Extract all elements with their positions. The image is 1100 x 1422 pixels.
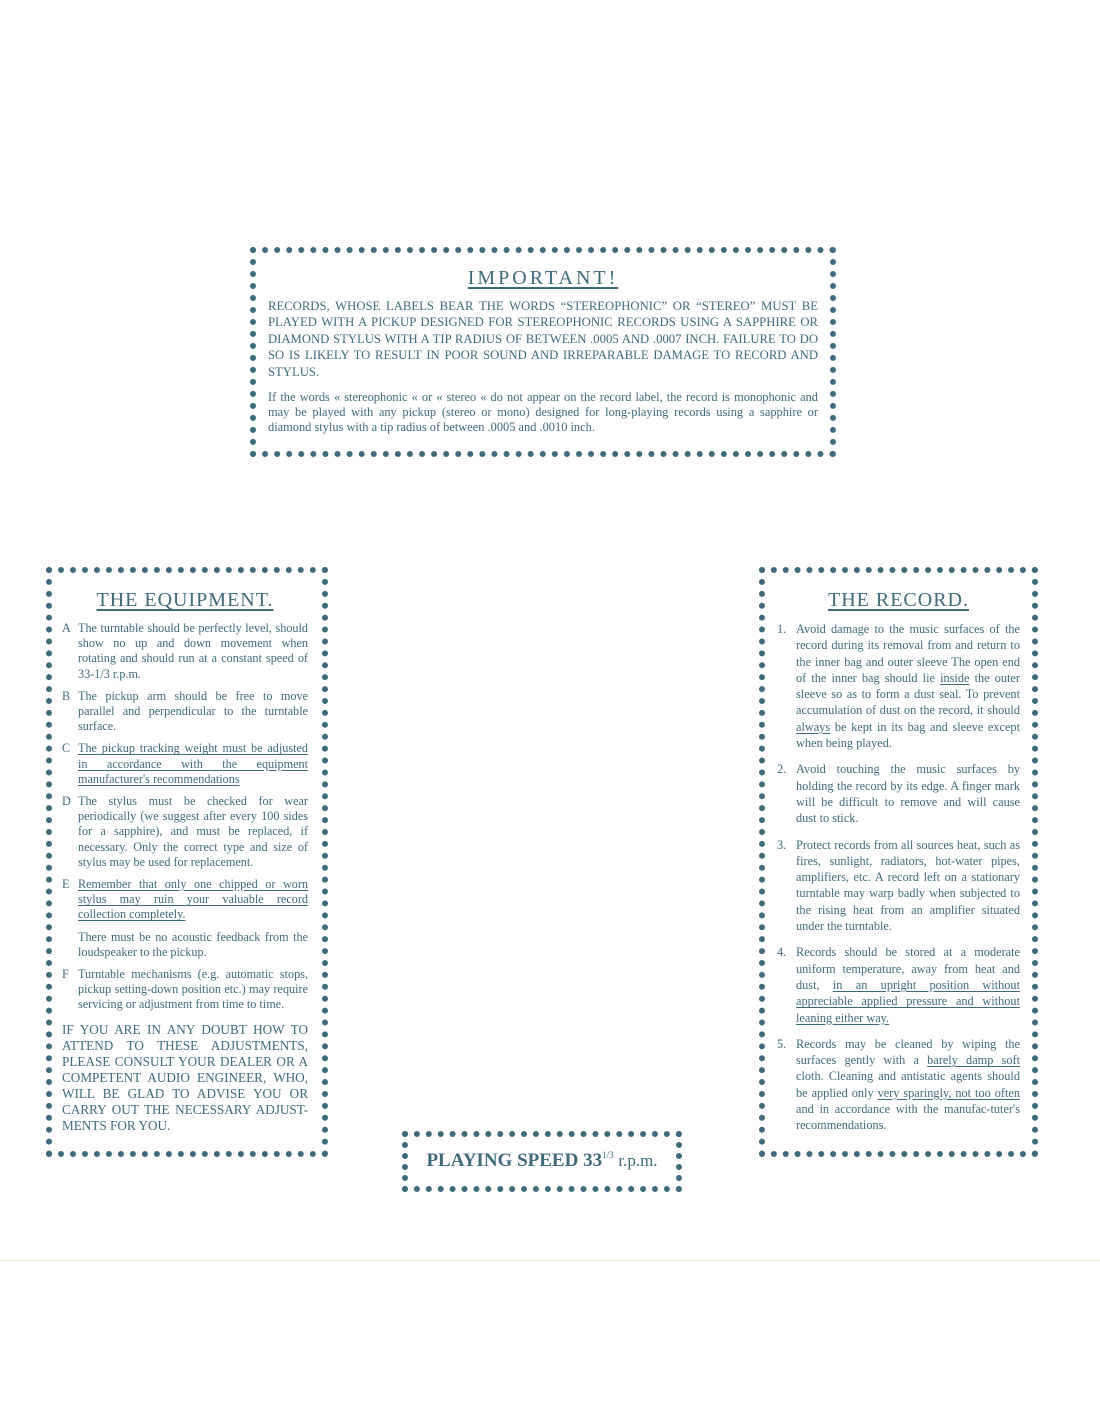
playing-speed-label: PLAYING SPEED 33 <box>426 1150 603 1171</box>
important-mono-note: If the words « stereophonic « or « stereo « do not appear on the record label, the record is monophonic and may be played with any pickup (stereo or mono) designed for long-playing records using a sapphire or diamond stylus with a tip radius of between .0005 and .0010 inch. <box>268 390 818 435</box>
important-stereo-warning: RECORDS, WHOSE LABELS BEAR THE WORDS “STEREOPHONIC” OR “STEREO” MUST BE PLAYED WITH A PICKUP DESIGNED FOR STEREOPHONIC RECORDS USING A SAPPHIRE OR DIAMOND STYLUS WITH A TIP RADIUS OF BETWEEN .0005 AND .0007 INCH. FAILURE TO DO SO IS LIKELY TO RESULT IN POOR SOUND AND IRREPARABLE DAMAGE TO RECORD AND STYLUS. <box>268 299 818 379</box>
record-item-4 <box>777 944 1020 1025</box>
item-text: The turntable should be perfectly level, should show no up and down movement when rotating and should run at a constant speed of 33-1/3 r.p.m. <box>78 621 308 681</box>
item-text: Protect records from all sources heat, such as fires, sunlight, radiators, hot-water pipes, amplifiers, etc. A record left on a stationary turntable may warp badly when subjected to the rising heat from an amplifier situated under the turntable. <box>796 837 1020 934</box>
item-text: The pickup tracking weight must be adjusted in accordance with the equipment manufacturer's recommendations <box>78 741 308 786</box>
emphasis: in an upright position without appreciable applied pressure and without leaning either way. <box>796 977 1020 1025</box>
record-item-5 <box>777 1036 1020 1134</box>
item-marker: 5. <box>777 1036 787 1051</box>
equipment-item-c <box>62 741 308 787</box>
item-marker <box>62 930 78 960</box>
item-marker: 2. <box>777 762 787 777</box>
emphasis: inside <box>940 670 970 685</box>
item-marker: 4. <box>777 945 787 960</box>
item-text: Avoid touching the music surfaces by holding the record by its edge. A finger mark will be difficult to remove and will cause dust to stick. <box>796 762 1020 826</box>
record-item-1 <box>777 621 1020 751</box>
emphasis: always <box>796 719 831 734</box>
item-text: The pickup arm should be free to move parallel and perpendicular to the turntable surface. <box>78 688 308 734</box>
item-marker: D <box>62 794 71 809</box>
page-divider <box>0 1260 1100 1261</box>
important-notice-box <box>250 247 836 457</box>
item-text: Records may be cleaned by wiping the surfaces gently with a barely damp soft cloth. Cleaning and antistatic agents should be applied only very sparingly, not too often and in accordance with the manufac-tuter's recommendations. <box>796 1036 1021 1133</box>
emphasis: barely damp soft <box>927 1053 1021 1068</box>
item-marker: A <box>62 621 71 635</box>
item-text: Turntable mechanisms (e.g. automatic stops, pickup setting-down position etc.) may require servicing or adjustment from time to time. <box>78 967 308 1012</box>
record-title: THE RECORD. <box>828 589 969 611</box>
equipment-item-feedback <box>62 930 308 960</box>
item-marker: B <box>62 688 71 703</box>
equipment-item-a <box>62 621 308 682</box>
item-marker: E <box>62 877 70 892</box>
emphasis: very sparingly, not too often <box>877 1085 1020 1100</box>
equipment-item-d <box>62 794 308 870</box>
item-text: Avoid damage to the music surfaces of the record during its removal from and return to the inner bag and outer sleeve The open end of the inner bag should lie inside the outer sleeve so as to form a dust seal. To prevent accumulation of dust on the record, it should always be kept in its bag and sleeve except when being played. <box>796 622 1020 751</box>
record-item-2 <box>777 761 1020 826</box>
item-marker: 3. <box>777 837 787 852</box>
item-marker: C <box>62 741 71 756</box>
equipment-item-b <box>62 689 308 735</box>
item-text: Remember that only one chipped or worn stylus may ruin your valuable record collection completely. <box>78 877 308 922</box>
item-text: Records should be stored at a moderate uniform temperature, away from heat and dust, in an upright position without appreciable applied pressure and without leaning either way. <box>796 945 1020 1025</box>
equipment-item-e <box>62 877 308 923</box>
equipment-advice: IF YOU ARE IN ANY DOUBT HOW TO ATTEND TO THESE ADJUSTMENTS, PLEASE CONSULT YOUR DEALER OR A COMPETENT AUDIO ENGINEER, WHO, WILL BE GLAD TO ADVISE YOU OR CARRY OUT THE NECESSARY ADJUST-MENTS FOR YOU. <box>62 1021 308 1133</box>
item-marker: F <box>62 967 69 982</box>
playing-speed-box <box>402 1131 682 1192</box>
equipment-box <box>46 567 328 1157</box>
record-item-3 <box>777 837 1020 935</box>
equipment-item-f <box>62 967 308 1013</box>
item-marker: 1. <box>777 622 787 636</box>
item-text: There must be no acoustic feedback from the loudspeaker to the pickup. <box>78 929 308 959</box>
item-text: The stylus must be checked for wear periodically (we suggest after every 100 sides for a sapphire), and must be replaced, if necessary. Only the correct type and size of stylus may be used for replacement. <box>78 794 308 869</box>
record-box <box>759 567 1038 1157</box>
speed-fraction: 1/3 <box>602 1150 614 1160</box>
speed-unit: r.p.m. <box>618 1151 658 1170</box>
important-title: IMPORTANT! <box>467 267 619 289</box>
equipment-title: THE EQUIPMENT. <box>96 589 274 611</box>
